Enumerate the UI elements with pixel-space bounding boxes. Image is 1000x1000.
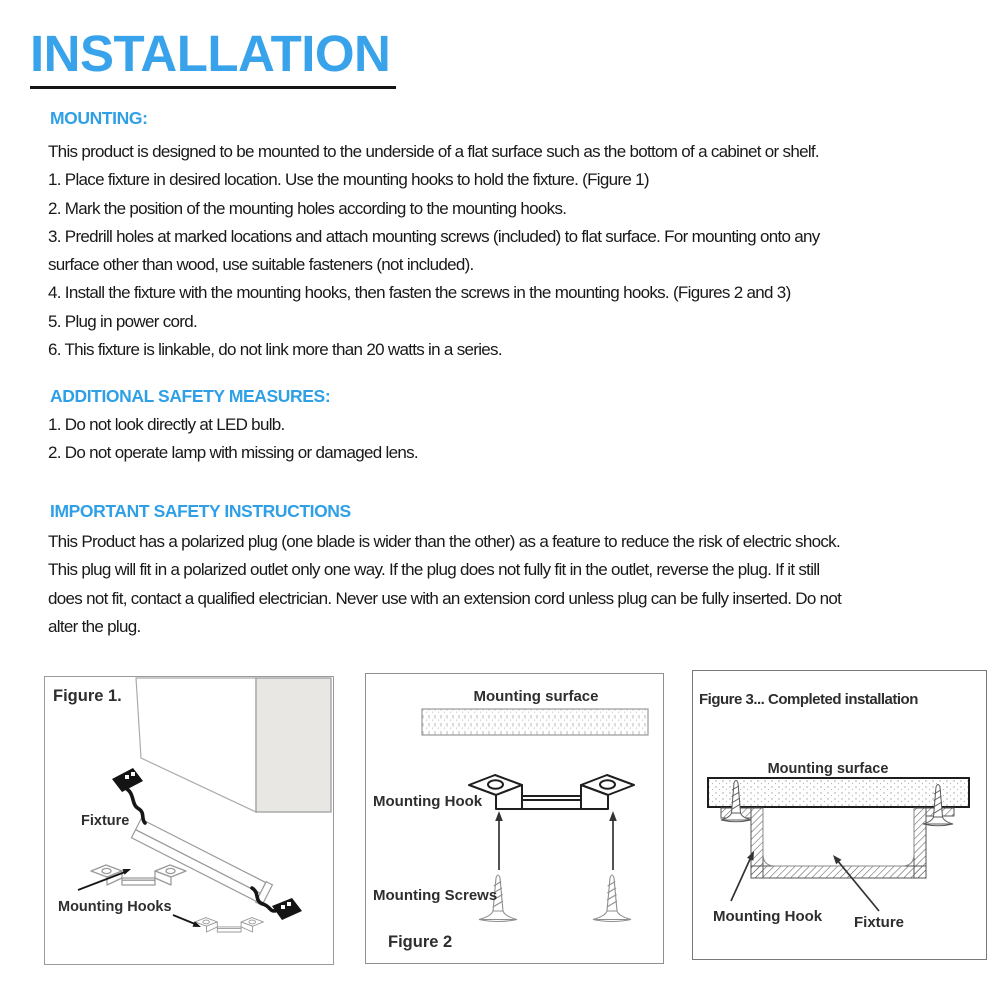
- figure1-hooks-label: Mounting Hooks: [58, 899, 172, 915]
- important-safety-heading: IMPORTANT SAFETY INSTRUCTIONS: [50, 501, 351, 521]
- cabinet-drawing: [136, 678, 331, 812]
- mounting-surface-drawing: [708, 778, 969, 807]
- page-title: INSTALLATION: [30, 28, 396, 89]
- text-line: This plug will fit in a polarized outlet only one way. If the plug does not fully fit in the outlet, reverse the plug. If it still: [48, 560, 820, 580]
- arrow: [495, 811, 617, 870]
- mounting-screws-drawing: [479, 875, 631, 922]
- additional-safety-list: [48, 411, 418, 468]
- figure2-surface-label: Mounting surface: [473, 688, 599, 705]
- important-safety-paragraph: [48, 528, 841, 641]
- mounting-heading: MOUNTING:: [50, 108, 148, 128]
- text-line: 2. Do not operate lamp with missing or damaged lens.: [48, 443, 418, 463]
- text-line: 6. This fixture is linkable, do not link more than 20 watts in a series.: [48, 340, 502, 360]
- figure1-diagram: [45, 677, 333, 964]
- figure3-surface-label: Mounting surface: [767, 761, 889, 777]
- text-line: 2. Mark the position of the mounting holes according to the mounting hooks.: [48, 198, 567, 218]
- fixture-cross-section: [763, 808, 914, 866]
- figure3-caption: Figure 3... Completed installation: [699, 691, 918, 708]
- additional-safety-heading: ADDITIONAL SAFETY MEASURES:: [50, 386, 331, 406]
- figure1-caption: Figure 1.: [53, 687, 122, 705]
- text-line: This product is designed to be mounted to the underside of a flat surface such as the bottom of a cabinet or shelf.: [48, 142, 819, 161]
- figure1-fixture-label: Fixture: [81, 813, 130, 829]
- text-line: surface other than wood, use suitable fasteners (not included).: [48, 255, 474, 275]
- mounting-instructions: [48, 138, 820, 364]
- figure3-diagram: [693, 671, 986, 959]
- fixture-drawing: [131, 818, 272, 905]
- text-line: This Product has a polarized plug (one blade is wider than the other) as a feature to reduce the risk of electric shock.: [48, 532, 840, 551]
- text-line: 1. Do not look directly at LED bulb.: [48, 415, 285, 434]
- figure2-hook-label: Mounting Hook: [373, 793, 483, 810]
- figure2-diagram: [366, 674, 663, 963]
- figure2-panel: [365, 673, 664, 964]
- figure1-panel: [44, 676, 334, 965]
- figure3-fixture-label: Fixture: [854, 914, 905, 931]
- figure2-caption: Figure 2: [388, 933, 453, 951]
- text-line: 5. Plug in power cord.: [48, 311, 198, 331]
- figure2-screws-label: Mounting Screws: [373, 887, 498, 904]
- text-line: alter the plug.: [48, 616, 141, 636]
- figure3-hook-label: Mounting Hook: [713, 908, 823, 925]
- text-line: 3. Predrill holes at marked locations and attach mounting screws (included) to flat surface. For mounting onto any: [48, 226, 820, 246]
- mounting-surface-drawing: [422, 709, 648, 735]
- text-line: 1. Place fixture in desired location. Use the mounting hooks to hold the fixture. (Figure 1): [48, 170, 649, 190]
- mounting-hook-drawing: [469, 775, 634, 809]
- figure3-panel: [692, 670, 987, 960]
- text-line: does not fit, contact a qualified electrician. Never use with an extension cord unless plug can be fully inserted. Do not: [48, 588, 842, 608]
- text-line: 4. Install the fixture with the mounting hooks, then fasten the screws in the mounting hooks. (Figures 2 and 3): [48, 283, 791, 303]
